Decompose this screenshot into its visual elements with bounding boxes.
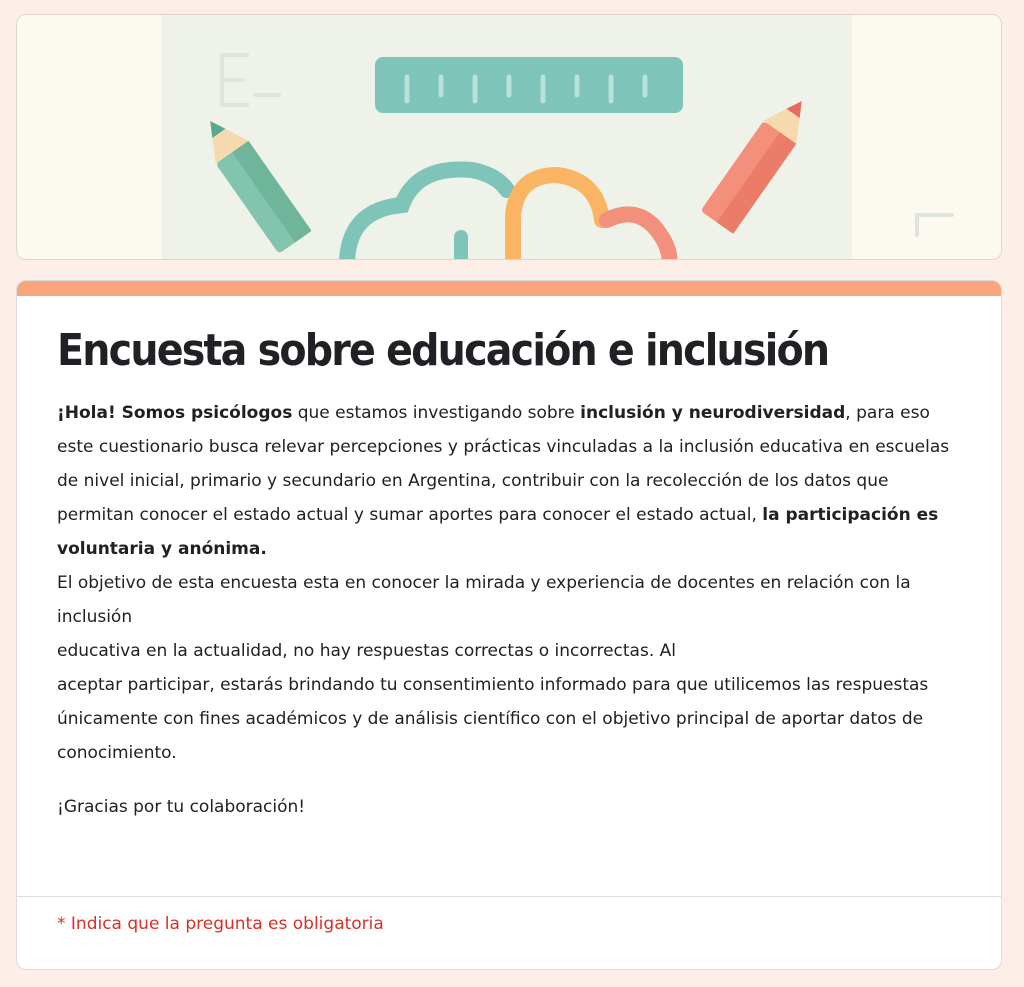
ruler-icon [375,57,683,113]
accent-bar [17,281,1001,296]
description-bold-greeting: ¡Hola! Somos psicólogos [57,403,293,423]
header-banner [16,14,1002,260]
form-header-card [16,280,1002,970]
description-line: únicamente con fines académicos y de análisis científico con el objetivo principal de aportar datos de conocimiento. [57,709,924,763]
form-title: Encuesta sobre educación e inclusión [57,325,829,376]
description-text: , para eso este cuestionario busca relevar percepciones y prácticas vinculadas a la inclusión educativa en escuelas de nivel inicial, primario y secundario en Argentina, contribuir con la recolección de los datos que permitan conocer el estado actual y sumar aportes para conocer el estado actual, [57,403,950,525]
description-text: que estamos investigando sobre [292,403,581,423]
divider [17,896,1001,897]
description-paragraph [57,396,961,566]
description-line: El objetivo de esta encuesta esta en conocer la mirada y experiencia de docentes en relación con la inclusión [57,573,911,627]
thanks-text: ¡Gracias por tu colaboración! [57,797,306,817]
required-question-note: * Indica que la pregunta es obligatoria [57,914,384,934]
description-line: educativa en la actualidad, no hay respuestas correctas o incorrectas. Al [57,641,676,661]
description-bold-participation: la participación es voluntaria y anónima. [57,505,939,559]
description-line: aceptar participar, estarás brindando tu consentimiento informado para que utilicemos las respuestas [57,675,929,695]
description-bold-topic: inclusión y neurodiversidad [580,403,846,423]
form-description [57,396,961,824]
education-illustration [17,15,1002,260]
